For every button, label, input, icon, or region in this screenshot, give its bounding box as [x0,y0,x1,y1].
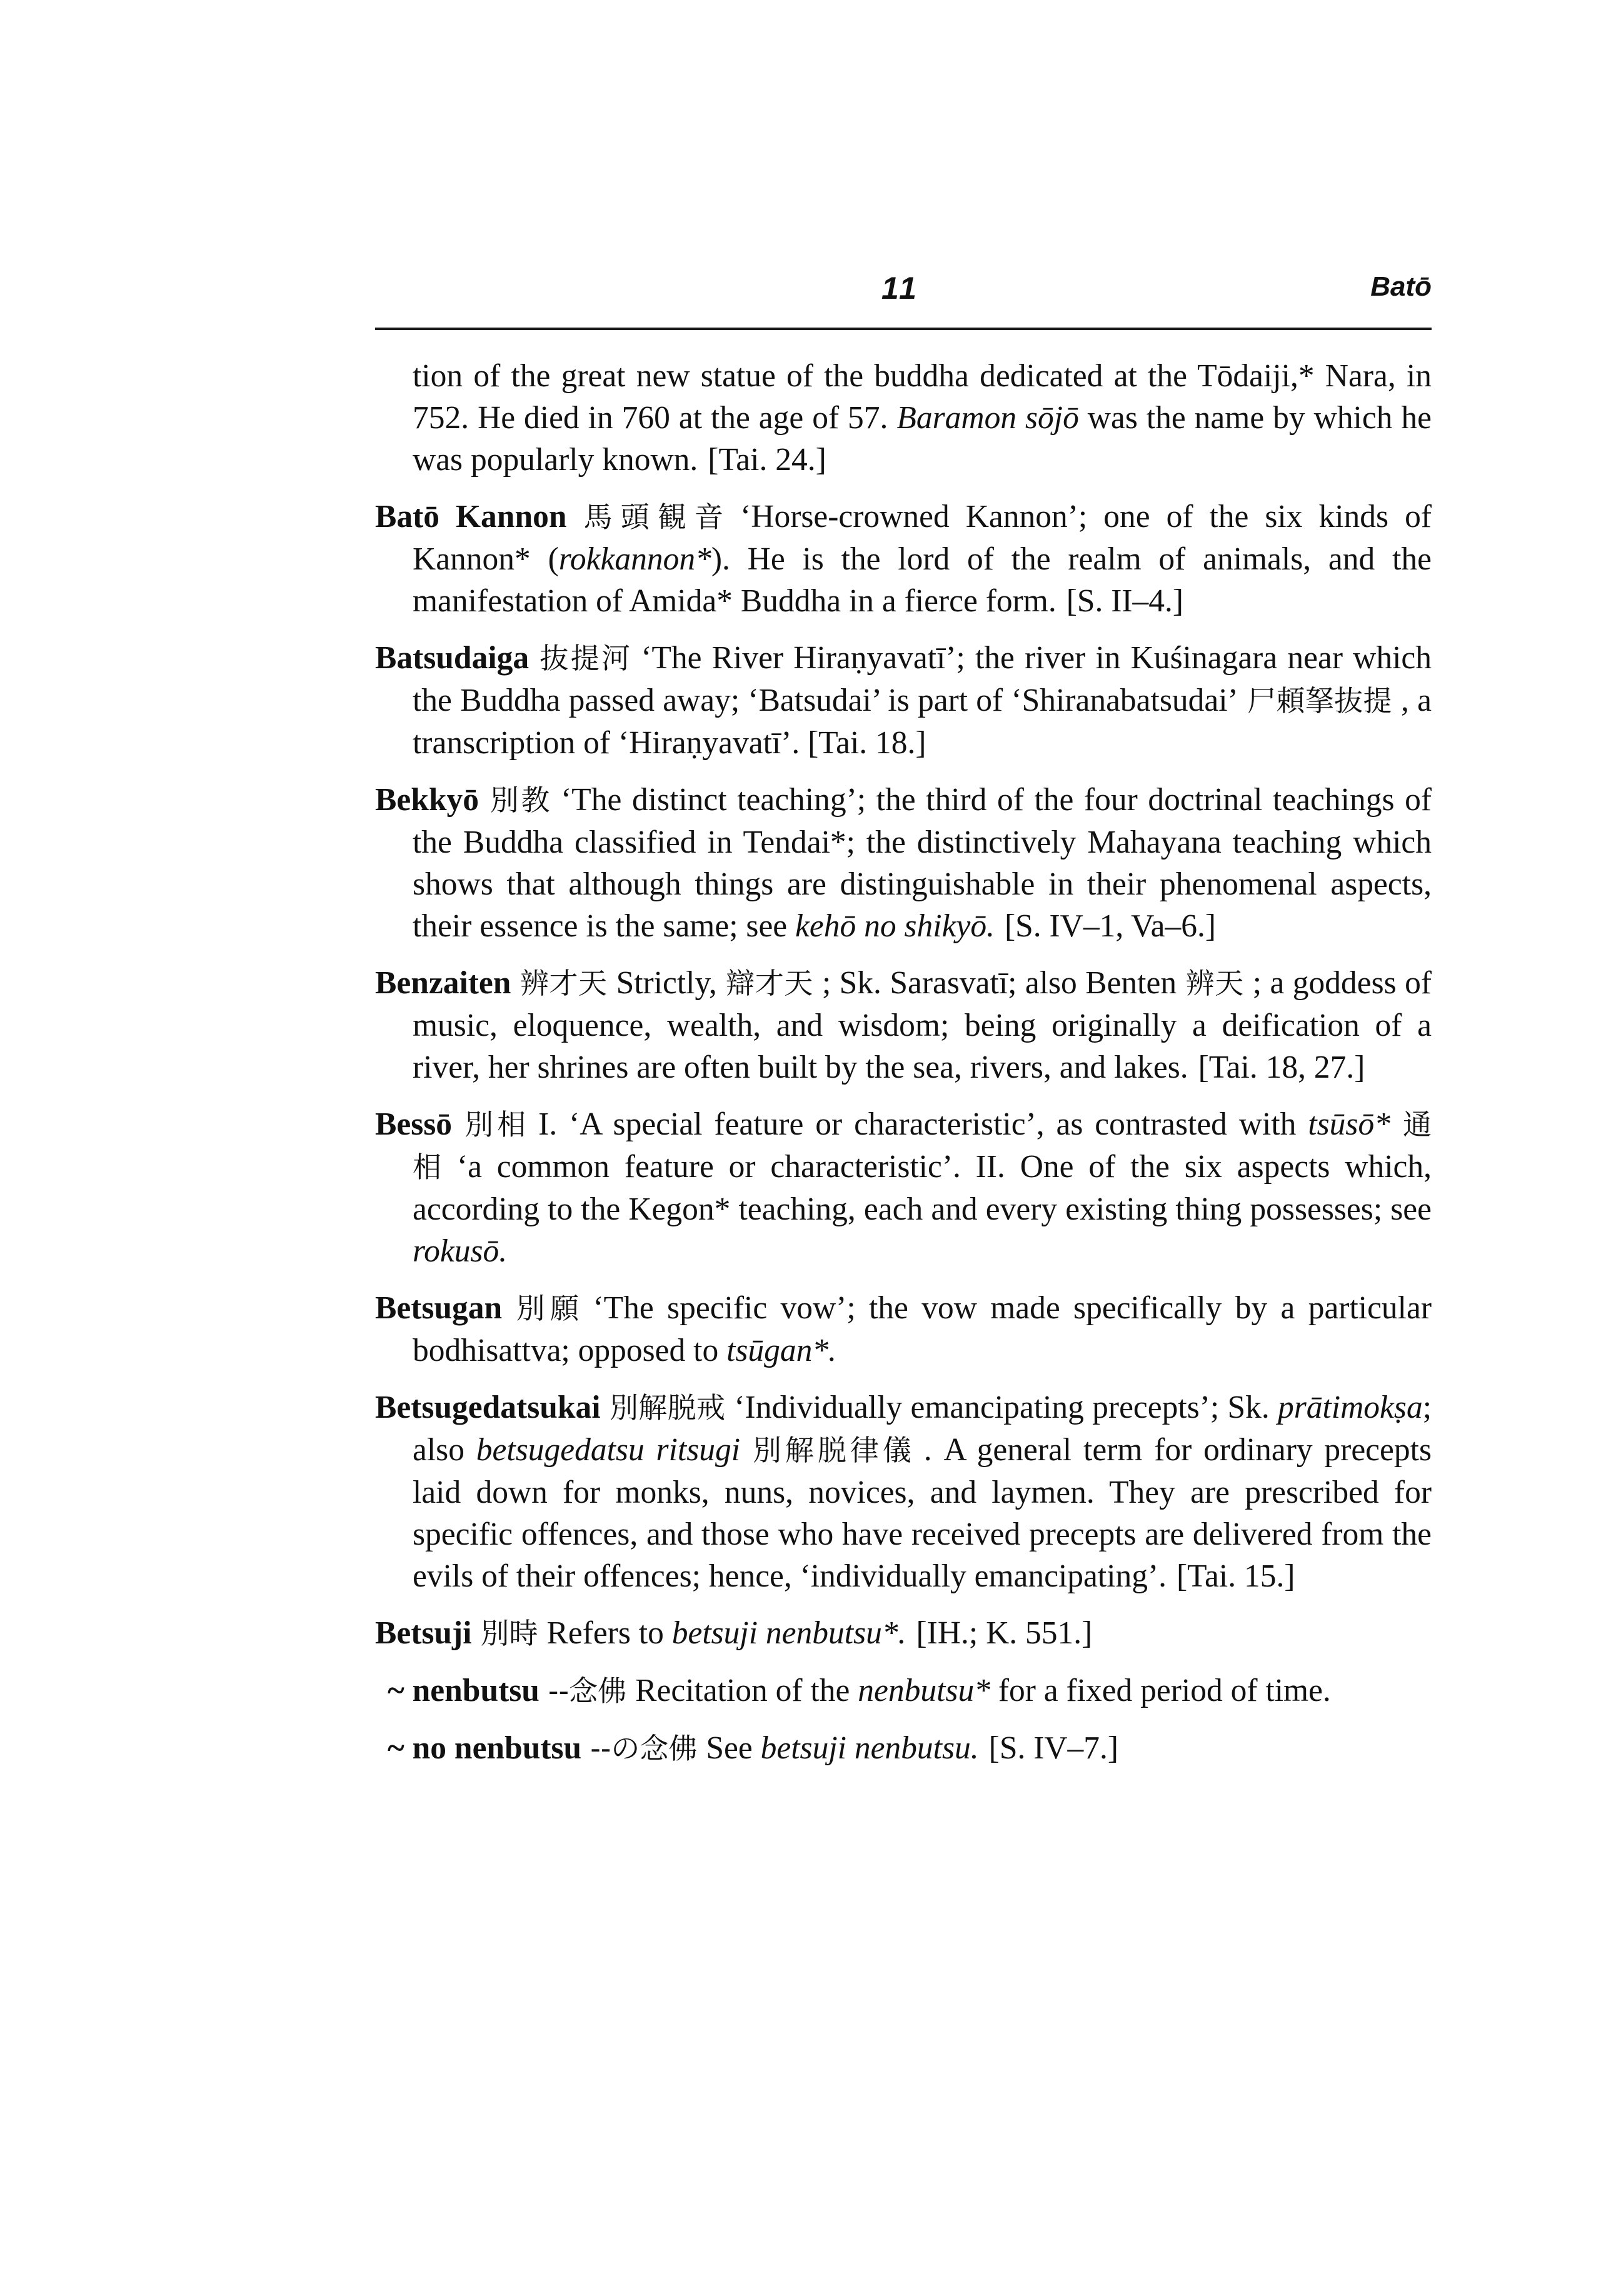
entry-bato-kannon [375,496,1432,622]
headword-kanji: --念佛 [548,1674,627,1708]
entry-text: ‘The specific vow’; the vow made specifically by a particular bodhisattva; opposed to [413,1290,1432,1368]
entry-text: was the name by which he was popularly known. [413,400,1432,478]
entry-italic: betsuji nenbutsu*. [671,1615,906,1651]
entry-kanji: 辯才天 [725,966,813,1000]
page-number: 11 [881,271,919,306]
entry-italic: Baramon sōjō [896,400,1079,436]
entry-bekkyo [375,779,1432,947]
headword-kanji: 馬頭観音 [575,500,732,534]
entry-text: tion of the great new statue of the buddha dedicated at the Tōdaiji,* Nara, in 752. He died in 760 at the age of 57. [413,358,1432,436]
headword-kanji: 抜提河 [538,641,633,675]
entry-italic: tsūsō* [1308,1106,1390,1142]
headword: ~ nenbutsu [388,1673,540,1708]
headword-kanji: 別時 [480,1617,538,1650]
headword-kanji: 別願 [511,1291,585,1325]
entry-reference: [S. IV–7.] [988,1730,1119,1766]
entry-kanji: 尸頼拏抜提 [1247,684,1393,718]
entry-italic: tsūgan*. [726,1333,837,1368]
entry-text: ‘a common feature or characteristic’. II. One of the six aspects which, according to the Kegon* teaching, each and every existing thing possesses; see [413,1149,1432,1227]
headword-kanji: 別教 [488,783,553,817]
entry-reference: [Tai. 15.] [1177,1558,1295,1594]
entry-benzaiten [375,962,1432,1088]
entry-text: Recitation of the [635,1673,858,1708]
headword: Betsuji [375,1615,472,1651]
entry-kanji: 辨天 [1185,966,1244,1000]
entry-italic: rokusō. [413,1233,508,1269]
headword: Betsugedatsukai [375,1390,601,1425]
entry-reference: [IH.; K. 551.] [916,1615,1093,1651]
headword-kanji: --の念佛 [590,1732,698,1765]
entry-italic: nenbutsu* [858,1673,990,1708]
entry-betsugedatsukai [375,1386,1432,1597]
entry-continuation [375,355,1432,481]
page-header [375,270,1432,330]
entry-text: ‘Horse-crowned Kannon’; one of the six kinds of Kannon* ( [413,499,1432,577]
entry-betsugan [375,1287,1432,1371]
headword: Betsugan [375,1290,503,1326]
entry-text: for a fixed period of time. [990,1673,1331,1708]
entry-text: , a transcription of ‘Hiraṇyavatī’. [413,683,1432,761]
headword: ~ no nenbutsu [388,1730,582,1766]
entry-besso [375,1103,1432,1272]
headword: Benzaiten [375,965,511,1001]
headword: Batō Kannon [375,499,567,534]
entry-text: ; also [413,1390,1432,1468]
entry-reference: [Tai. 24.] [708,442,826,478]
headword-kanji: 別解脱戒 [609,1391,726,1425]
entry-text: ‘The River Hiraṇyavatī’; the river in Kuśinagara near which the Buddha passed away; ‘Batsudai’ is part of ‘Shiranabatsudai’ [413,640,1432,718]
entry-italic: betsugedatsu ritsugi [476,1432,741,1468]
entry-list [375,355,1432,1785]
entry-text: ; Sk. Sarasvatī; also Benten [821,965,1177,1001]
entry-kanji: 通相 [413,1108,1432,1184]
entry-text: Refers to [546,1615,672,1651]
entry-text: . A general term for ordinary precepts laid down for monks, nuns, novices, and laymen. They are prescribed for specific offences, and those who have received precepts are delivered from the evils of their offences; hence, ‘individually emancipating’. [413,1432,1432,1594]
entry-text: ). He is the lord of the realm of animals, and the manifestation of Amida* Buddha in a fierce form. [413,541,1432,619]
entry-italic: betsuji nenbutsu. [760,1730,979,1766]
entry-reference: [S. II–4.] [1066,583,1184,619]
headword-kanji: 辨才天 [519,966,608,1000]
entry-text: ; a goddess of music, eloquence, wealth, and wisdom; being originally a deification of a river, her shrines are often built by the sea, rivers, and lakes. [413,965,1432,1085]
entry-italic: rokkannon* [558,541,711,577]
entry-reference: [S. IV–1, Va–6.] [1004,908,1217,944]
entry-betsuji [375,1612,1432,1655]
entry-reference: [Tai. 18, 27.] [1198,1050,1365,1085]
entry-text: ‘The distinct teaching’; the third of the four doctrinal teachings of the Buddha classified in Tendai*; the distinctively Mahayana teaching which shows that although things are distinguishable in their phenomenal aspects, their essence is the same; see [413,782,1432,944]
entry-betsuji-nenbutsu [375,1670,1432,1712]
entry-italic: prātimokṣa [1277,1390,1423,1425]
entry-betsuji-no-nenbutsu [375,1727,1432,1770]
headword: Bekkyō [375,782,479,818]
entry-text: I. ‘A special feature or characteristic’, as contrasted with [538,1106,1308,1142]
entry-italic: kehō no shikyō. [795,908,995,944]
entry-batsudaiga [375,637,1432,764]
running-head: Batō [1370,271,1432,302]
headword: Batsudaiga [375,640,529,676]
entry-text: ‘Individually emancipating precepts’; Sk. [734,1390,1278,1425]
entry-reference: [Tai. 18.] [808,725,926,761]
entry-text: See [706,1730,761,1766]
headword: Bessō [375,1106,453,1142]
entry-text: Strictly, [616,965,717,1001]
entry-kanji: 別解脱律儀 [749,1433,915,1467]
headword-kanji: 別相 [461,1108,530,1141]
